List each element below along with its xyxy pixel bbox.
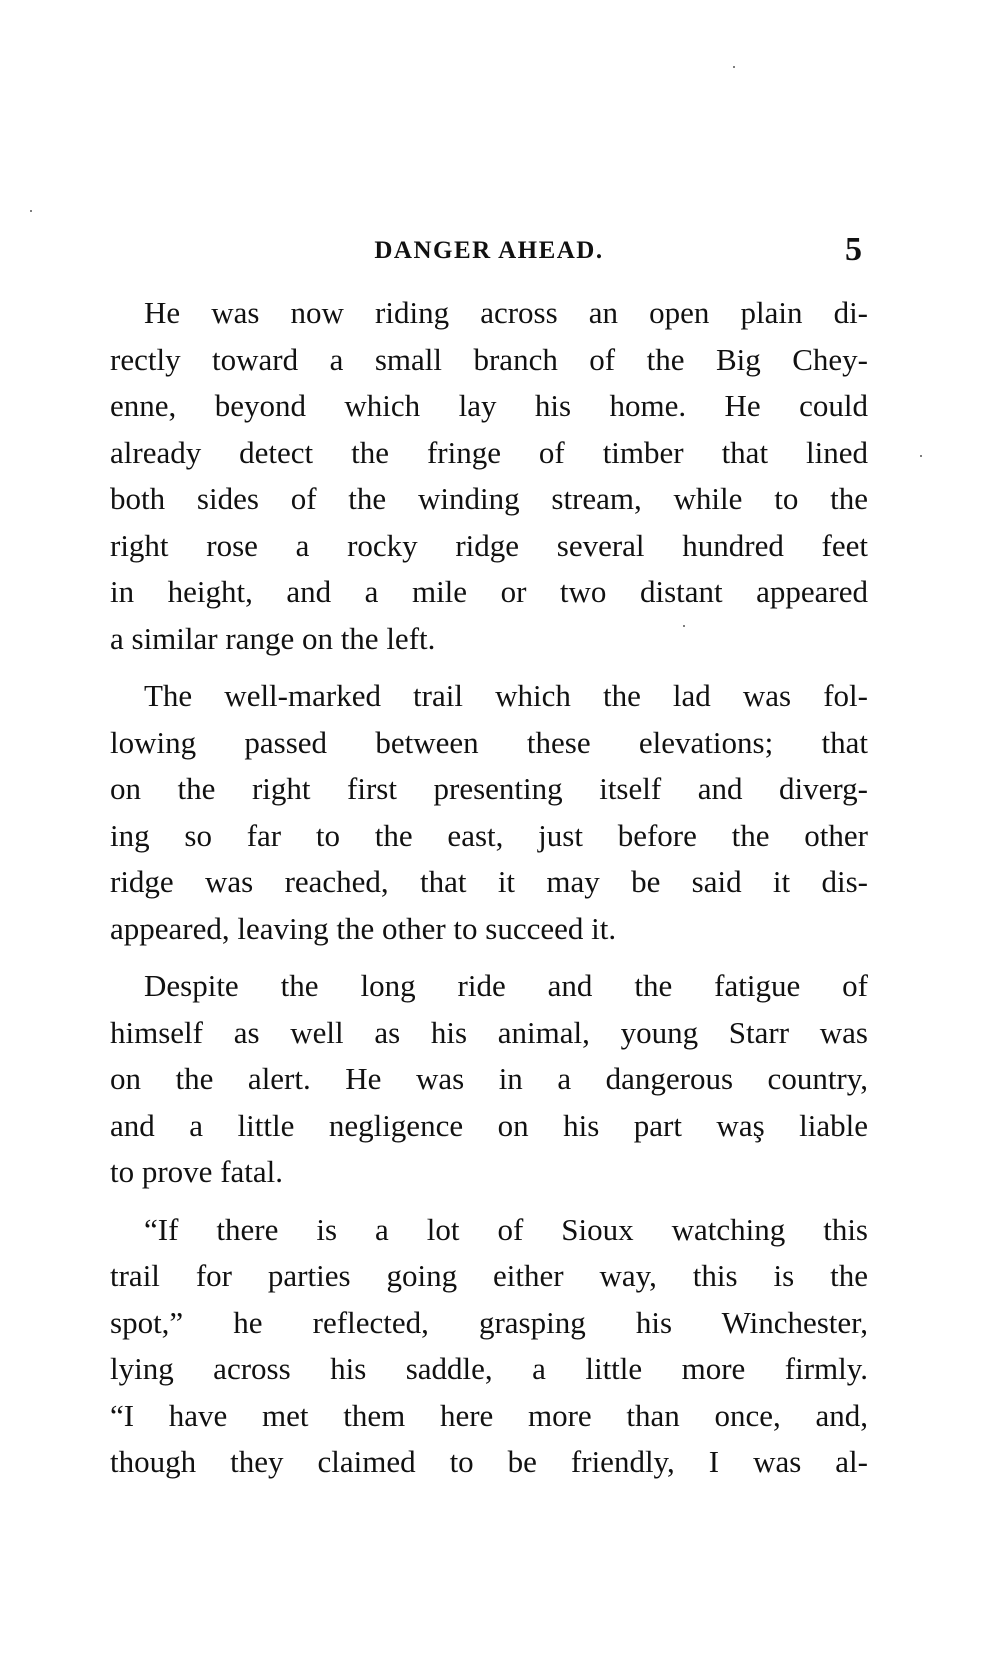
paper-speck [30,210,32,212]
text-line: lowing passed between these elevations; that [110,724,868,760]
body-text [110,290,868,1497]
paragraph-3 [110,963,868,1196]
text-line: a similar range on the left. [110,620,436,656]
paper-speck [733,66,735,68]
running-title: DANGER AHEAD. [374,237,604,264]
text-line: lying across his saddle, a little more firmly. [110,1351,868,1386]
text-line: on the alert. He was in a dangerous country, [110,1061,868,1096]
running-head [110,231,868,268]
text-line: ridge was reached, that it may be said it dis- [110,864,868,899]
text-line: himself as well as his animal, young Starr was [110,1014,868,1050]
text-line: appeared, leaving the other to succeed it. [110,910,617,946]
text-line: and a little negligence on his part waş liable [110,1107,868,1143]
text-line: “If there is a lot of Sioux watching this [144,1211,868,1247]
text-line: to prove fatal. [110,1154,284,1189]
page-number: 5 [845,231,862,268]
paragraph-1 [110,290,868,662]
paragraph-4 [110,1207,868,1486]
text-line: The well-marked trail which the lad was fol- [144,678,868,713]
text-line: “I have met them here more than once, and, [110,1397,868,1433]
text-line: though they claimed to be friendly, I was al- [110,1444,868,1479]
text-line: trail for parties going either way, this is the [110,1258,868,1293]
text-line: spot,” he reflected, grasping his Winchester, [110,1304,868,1340]
paper-speck [920,455,922,457]
text-line: already detect the fringe of timber that lined [110,434,868,470]
text-line: Despite the long ride and the fatigue of [144,968,868,1003]
text-line: enne, beyond which lay his home. He could [110,388,868,423]
text-line: in height, and a mile or two distant appeared [110,574,868,609]
text-line: rectly toward a small branch of the Big Chey- [110,341,868,377]
text-line: on the right first presenting itself and diverg- [110,771,868,806]
text-line: He was now riding across an open plain di- [144,295,868,330]
text-line: both sides of the winding stream, while to the [110,481,868,516]
paragraph-2 [110,673,868,952]
text-line: right rose a rocky ridge several hundred feet [110,527,868,563]
text-line: ing so far to the east, just before the other [110,817,868,853]
